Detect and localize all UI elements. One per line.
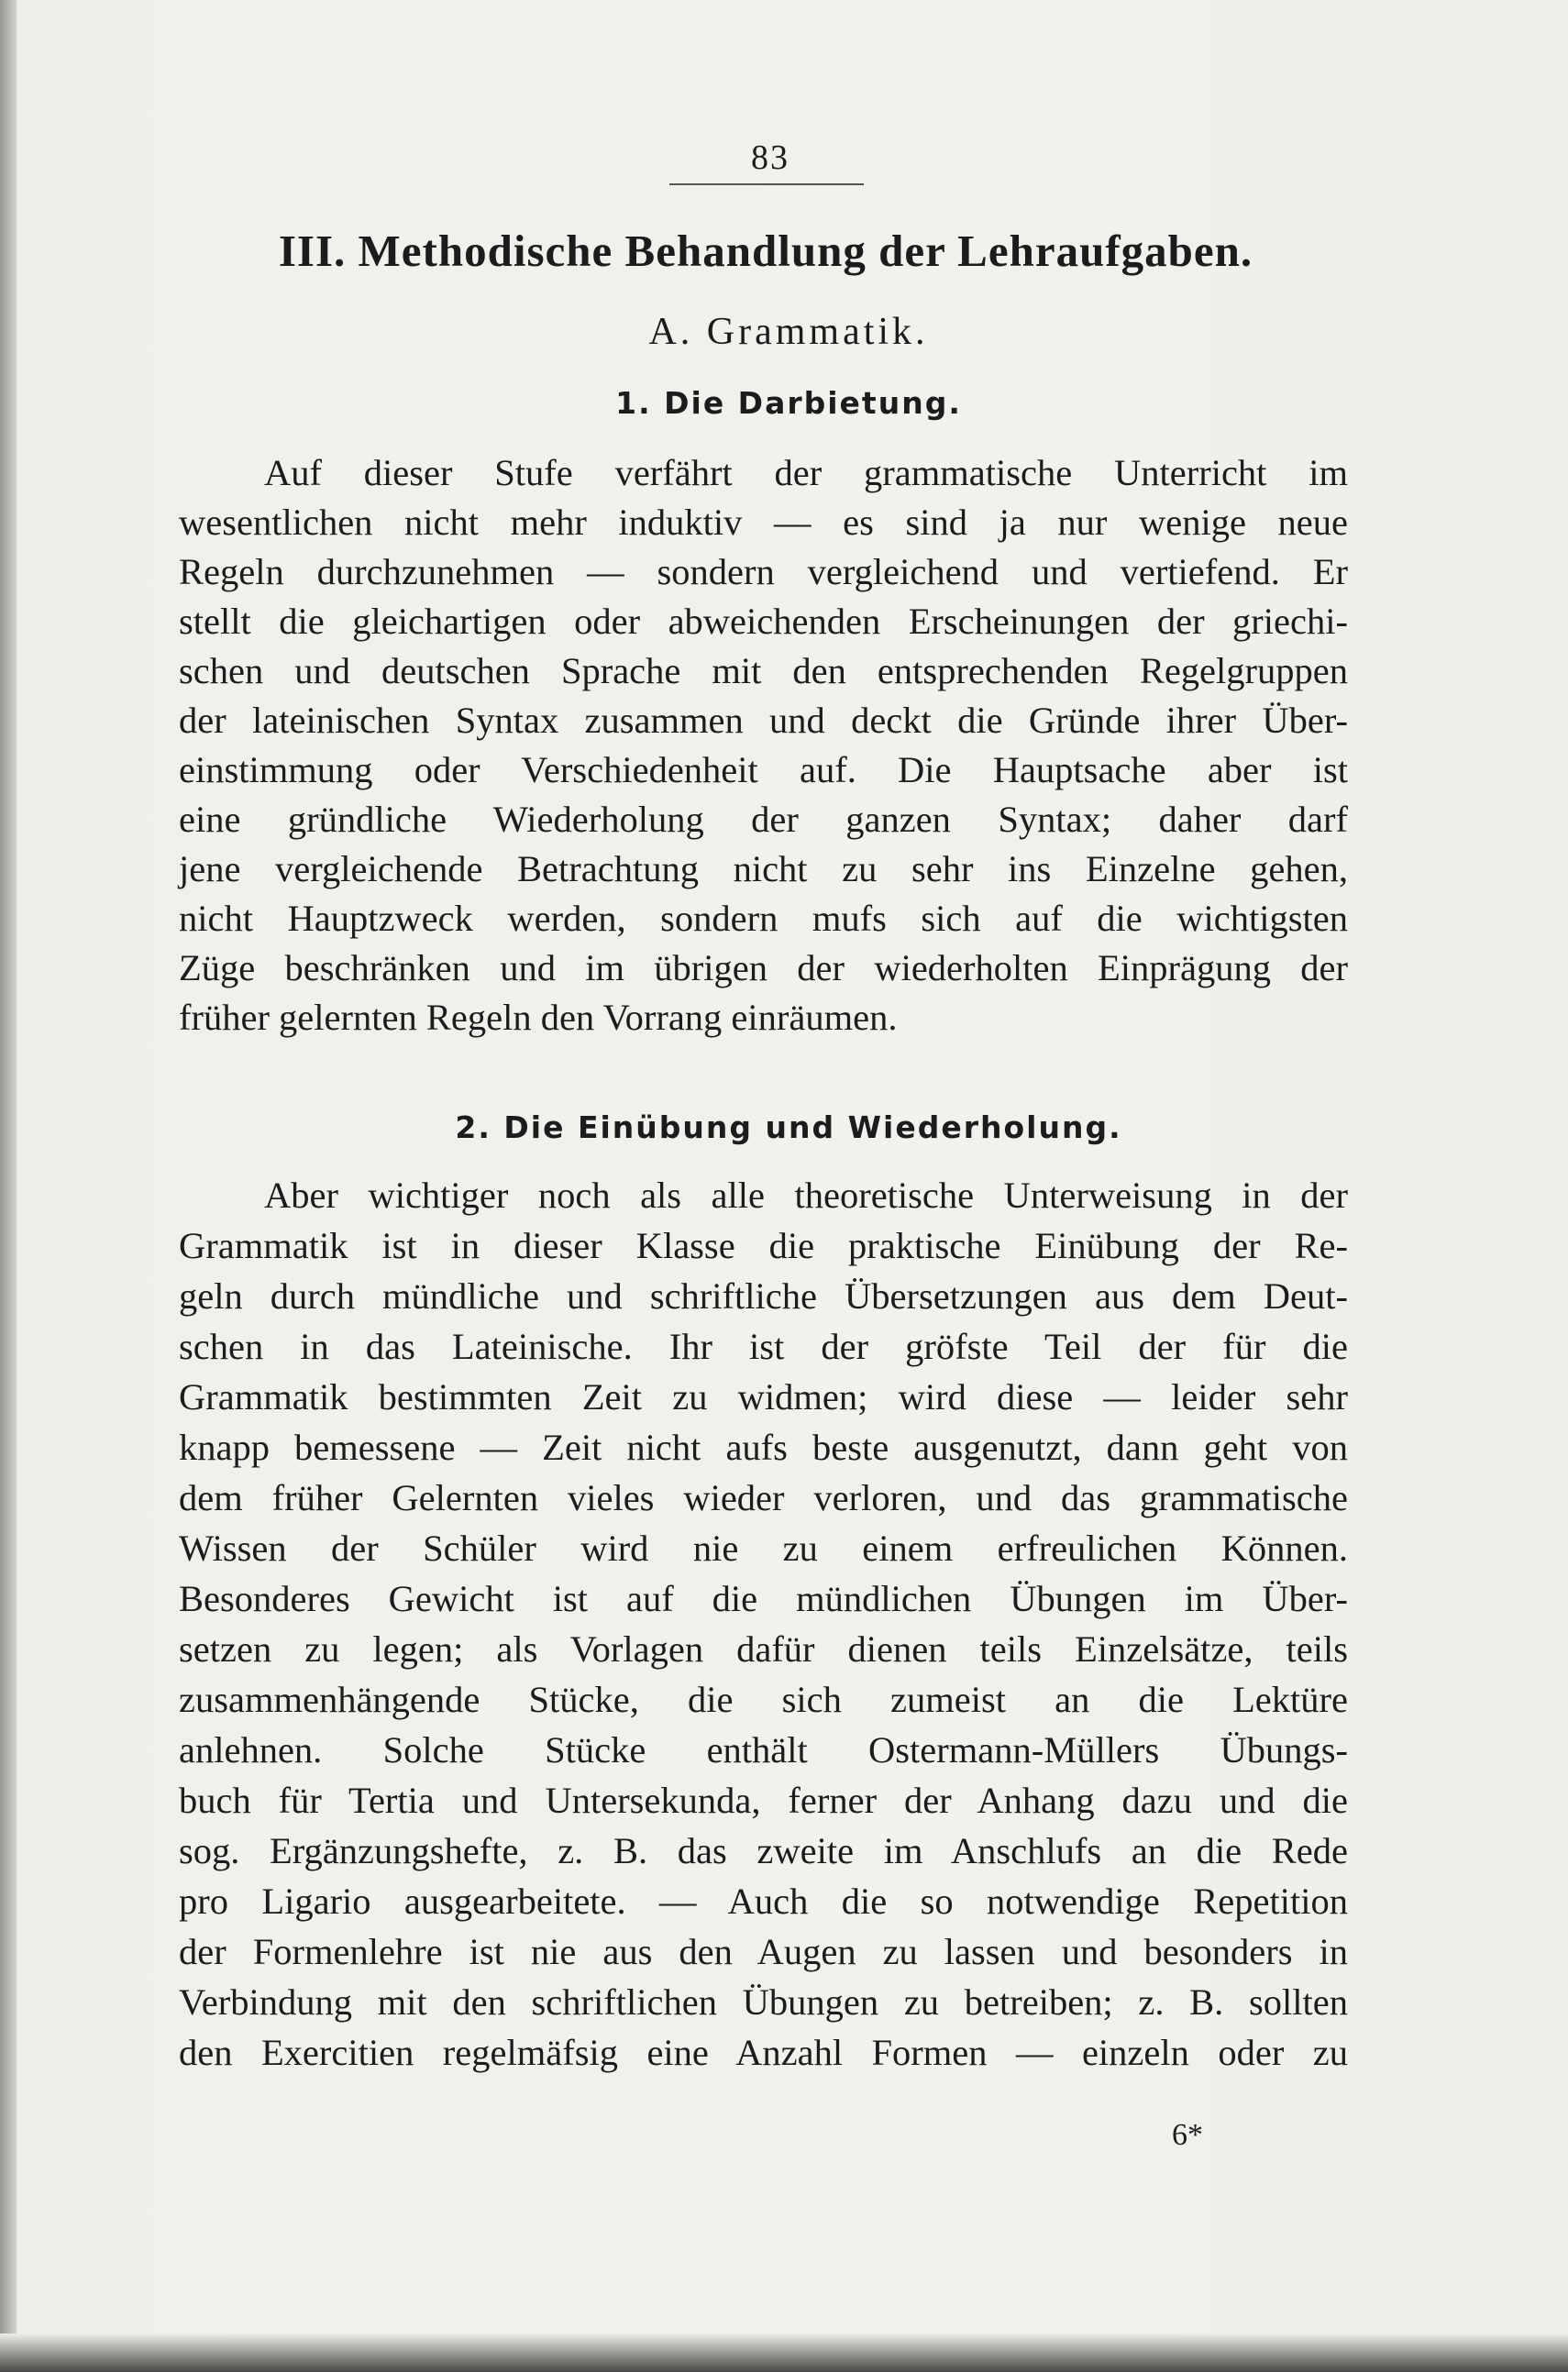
page-binding-edge (0, 0, 17, 2372)
paragraph-line: dem früher Gelernten vieles wieder verloren, und das grammatische (179, 1477, 1348, 1518)
subsection-title: 2. Die Einübung und Wiederholung. (455, 1109, 1122, 1145)
paragraph-line: sog. Ergänzungshefte, z. B. das zweite im Anschlufs an die Rede (179, 1830, 1348, 1871)
paragraph-line: der lateinischen Syntax zusammen und deckt die Gründe ihrer Über- (179, 700, 1348, 741)
paragraph-line: Grammatik ist in dieser Klasse die praktische Einübung der Re- (179, 1225, 1348, 1266)
signature-mark: 6* (1172, 2118, 1203, 2152)
paragraph-line: jene vergleichende Betrachtung nicht zu sehr ins Einzelne gehen, (179, 848, 1348, 889)
paragraph-line: Regeln durchzunehmen — sondern vergleichend und vertiefend. Er (179, 551, 1348, 592)
paragraph-line: Grammatik bestimmten Zeit zu widmen; wird diese — leider sehr (179, 1376, 1348, 1418)
chapter-title: III. Methodische Behandlung der Lehraufgaben. (278, 226, 1253, 276)
paragraph-line: zusammenhängende Stücke, die sich zumeist an die Lektüre (179, 1679, 1348, 1720)
paragraph-line: den Exercitien regelmäfsig eine Anzahl Formen — einzeln oder zu (179, 2032, 1348, 2073)
paragraph-line: buch für Tertia und Untersekunda, ferner der Anhang dazu und die (179, 1780, 1348, 1821)
paragraph-line: nicht Hauptzweck werden, sondern mufs sich auf die wichtigsten (179, 898, 1348, 939)
paragraph-line: eine gründliche Wiederholung der ganzen Syntax; daher darf (179, 799, 1348, 840)
paragraph-line: anlehnen. Solche Stücke enthält Ostermann-Müllers Übungs- (179, 1729, 1348, 1771)
paragraph-line: schen in das Lateinische. Ihr ist der gröfste Teil der für die (179, 1326, 1348, 1367)
paragraph-line: Aber wichtiger noch als alle theoretische Unterweisung in der (264, 1175, 1348, 1216)
section-title: A. Grammatik. (648, 311, 929, 353)
paragraph-line: Züge beschränken und im übrigen der wiederholten Einprägung der (179, 947, 1348, 988)
paragraph-line: Wissen der Schüler wird nie zu einem erfreulichen Können. (179, 1528, 1348, 1569)
paragraph-line: der Formenlehre ist nie aus den Augen zu lassen und besonders in (179, 1931, 1348, 1972)
paragraph-line: geln durch mündliche und schriftliche Übersetzungen aus dem Deut- (179, 1275, 1348, 1317)
paragraph-line: Auf dieser Stufe verfährt der grammatische Unterricht im (264, 452, 1348, 493)
page-bottom-shadow (0, 2333, 1568, 2372)
paragraph-line: setzen zu legen; als Vorlagen dafür dienen teils Einzelsätze, teils (179, 1628, 1348, 1670)
paragraph-line: pro Ligario ausgearbeitete. — Auch die so notwendige Repetition (179, 1881, 1348, 1922)
paragraph-line: früher gelernten Regeln den Vorrang einräumen. (179, 997, 898, 1038)
paragraph-line: knapp bemessene — Zeit nicht aufs beste ausgenutzt, dann geht von (179, 1427, 1348, 1468)
paragraph-line: einstimmung oder Verschiedenheit auf. Die Hauptsache aber ist (179, 749, 1348, 790)
subsection-title: 1. Die Darbietung. (615, 385, 962, 421)
header-rule (669, 183, 864, 185)
paragraph-line: schen und deutschen Sprache mit den entsprechenden Regelgruppen (179, 650, 1348, 691)
paragraph-line: stellt die gleichartigen oder abweichenden Erscheinungen der griechi- (179, 601, 1348, 642)
paragraph-line: Besonderes Gewicht ist auf die mündlichen Übungen im Über- (179, 1578, 1348, 1619)
page-number: 83 (751, 138, 790, 177)
paragraph-line: wesentlichen nicht mehr induktiv — es sind ja nur wenige neue (179, 502, 1348, 543)
paragraph-line: Verbindung mit den schriftlichen Übungen zu betreiben; z. B. sollten (179, 1981, 1348, 2023)
